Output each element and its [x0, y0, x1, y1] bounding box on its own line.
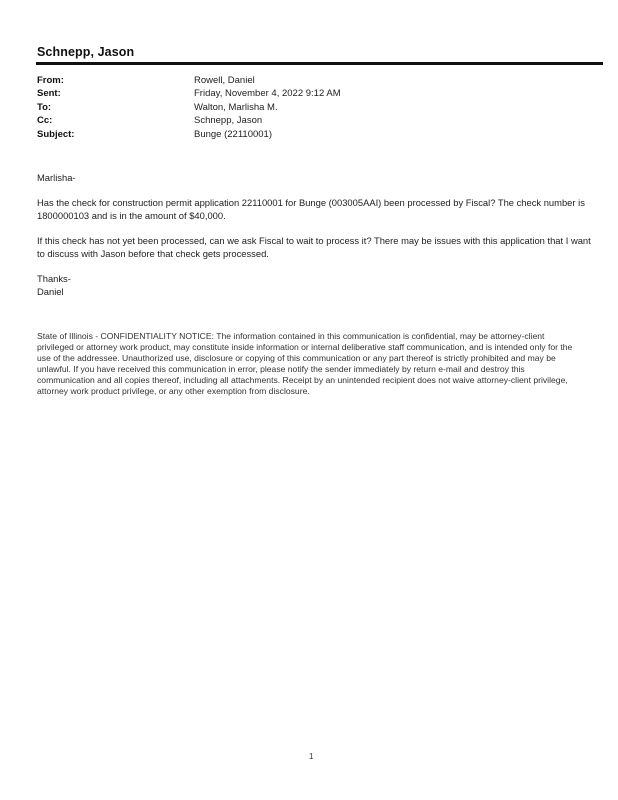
body-paragraph-1: Has the check for construction permit application 22110001 for Bunge (003005AAI) been processed by Fiscal? The check number is 1800000103 and is in the amount of $40,000.	[37, 197, 585, 221]
closing: Thanks-	[37, 273, 71, 285]
signature-block	[37, 273, 597, 298]
page-number: 1	[309, 752, 314, 761]
confidentiality-notice: State of Illinois - CONFIDENTIALITY NOTICE: The information contained in this communication is confidential, may be attorney-client privileged or attorney work product, may constitute inside information or internal deliberative staff communication, and is intended only for the use of the addressee. Unauthorized use, disclosure or copying of this communication or any part thereof is strictly prohibited and may be unlawful. If you have received this communication in error, please notify the sender immediately by return e-mail and destroy this communication and all copies thereof, including all attachments. Receipt by an unintended recipient does not waive attorney-client privilege, attorney work product privilege, or any other exemption from disclosure.	[37, 331, 573, 396]
email-headers	[37, 74, 341, 141]
header-row-from	[37, 74, 341, 87]
body-paragraph-2: If this check has not yet been processed, can we ask Fiscal to wait to process it? There may be issues with this application that I want to discuss with Jason before that check gets processed.	[37, 235, 591, 259]
to-label: To:	[37, 101, 52, 113]
sent-label: Sent:	[37, 88, 61, 100]
from-value: Rowell, Daniel	[194, 75, 255, 86]
header-row-to	[37, 101, 341, 114]
email-body	[37, 172, 597, 299]
owner-divider	[36, 62, 603, 65]
sent-value: Friday, November 4, 2022 9:12 AM	[194, 88, 341, 100]
header-row-cc	[37, 114, 341, 127]
header-row-sent	[37, 87, 341, 100]
signature-name: Daniel	[37, 285, 64, 297]
cc-label: Cc:	[37, 115, 53, 127]
cc-value: Schnepp, Jason	[194, 115, 263, 127]
from-label: From:	[37, 75, 64, 86]
mailbox-owner-name: Schnepp, Jason	[37, 45, 135, 59]
subject-value: Bunge (22110001)	[194, 128, 272, 140]
greeting: Marlisha-	[37, 172, 76, 183]
to-value: Walton, Marlisha M.	[194, 101, 278, 113]
header-row-subject	[37, 128, 341, 141]
subject-label: Subject:	[37, 128, 75, 140]
